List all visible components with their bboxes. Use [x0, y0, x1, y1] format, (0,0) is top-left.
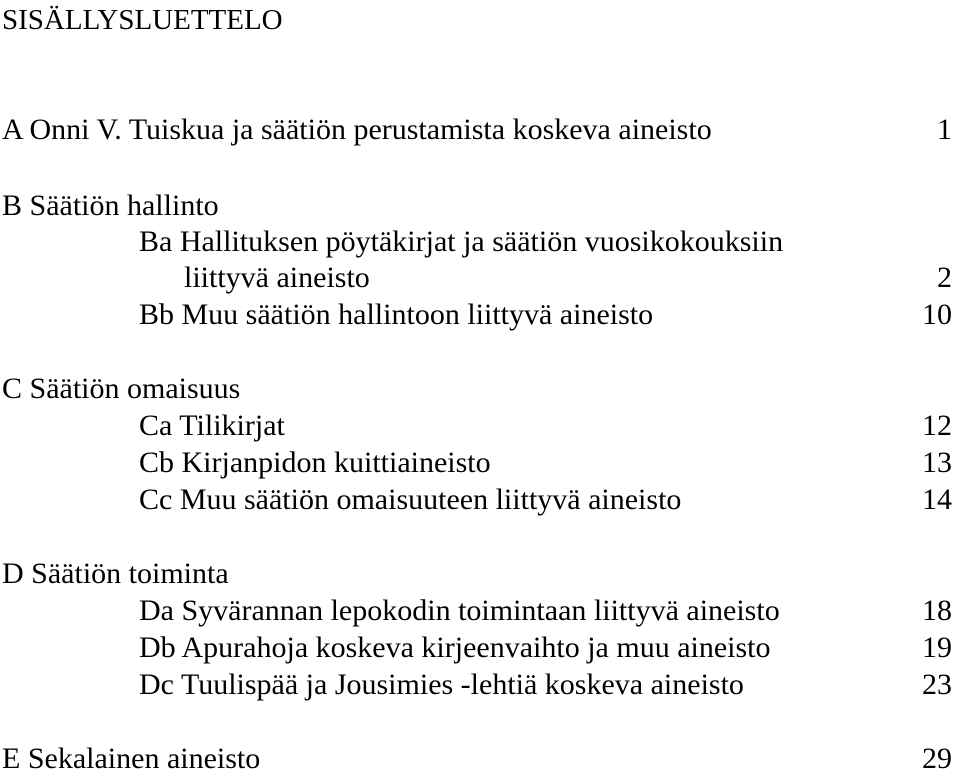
toc-page-bb: 10: [922, 298, 952, 331]
toc-page-ca: 12: [922, 409, 952, 442]
toc-page-dc: 23: [922, 668, 952, 701]
toc-entry-cb: Cb Kirjanpidon kuittiaineisto: [139, 446, 491, 479]
toc-entry-db: Db Apurahoja koskeva kirjeenvaihto ja muu aineisto: [139, 631, 771, 664]
toc-entry-ba: Ba Hallituksen pöytäkirjat ja säätiön vuosikokouksiin: [139, 225, 784, 258]
toc-entry-dc: Dc Tuulispää ja Jousimies -lehtiä koskeva aineisto: [139, 668, 744, 701]
toc-section-e: E Sekalainen aineisto: [2, 742, 261, 775]
toc-page-cb: 13: [922, 446, 952, 479]
toc-page-da: 18: [922, 594, 952, 627]
toc-section-b: B Säätiön hallinto: [2, 189, 219, 222]
toc-page-db: 19: [922, 631, 952, 664]
toc-entry-ba-continued: liittyvä aineisto: [184, 261, 370, 294]
toc-page-cc: 14: [922, 483, 952, 516]
toc-entry-a: A Onni V. Tuiskua ja säätiön perustamista koskeva aineisto: [2, 113, 712, 146]
toc-page-a: 1: [937, 113, 952, 146]
toc-entry-cc: Cc Muu säätiön omaisuuteen liittyvä aineisto: [139, 483, 682, 516]
toc-section-c: C Säätiön omaisuus: [2, 372, 241, 405]
page-title: SISÄLLYSLUETTELO: [2, 4, 283, 36]
toc-section-d: D Säätiön toiminta: [2, 557, 229, 590]
toc-entry-ca: Ca Tilikirjat: [139, 409, 285, 442]
toc-page-e: 29: [922, 742, 952, 775]
toc-entry-da: Da Syvärannan lepokodin toimintaan liittyvä aineisto: [139, 594, 780, 627]
toc-entry-bb: Bb Muu säätiön hallintoon liittyvä aineisto: [139, 298, 654, 331]
toc-page-ba: 2: [937, 261, 952, 294]
